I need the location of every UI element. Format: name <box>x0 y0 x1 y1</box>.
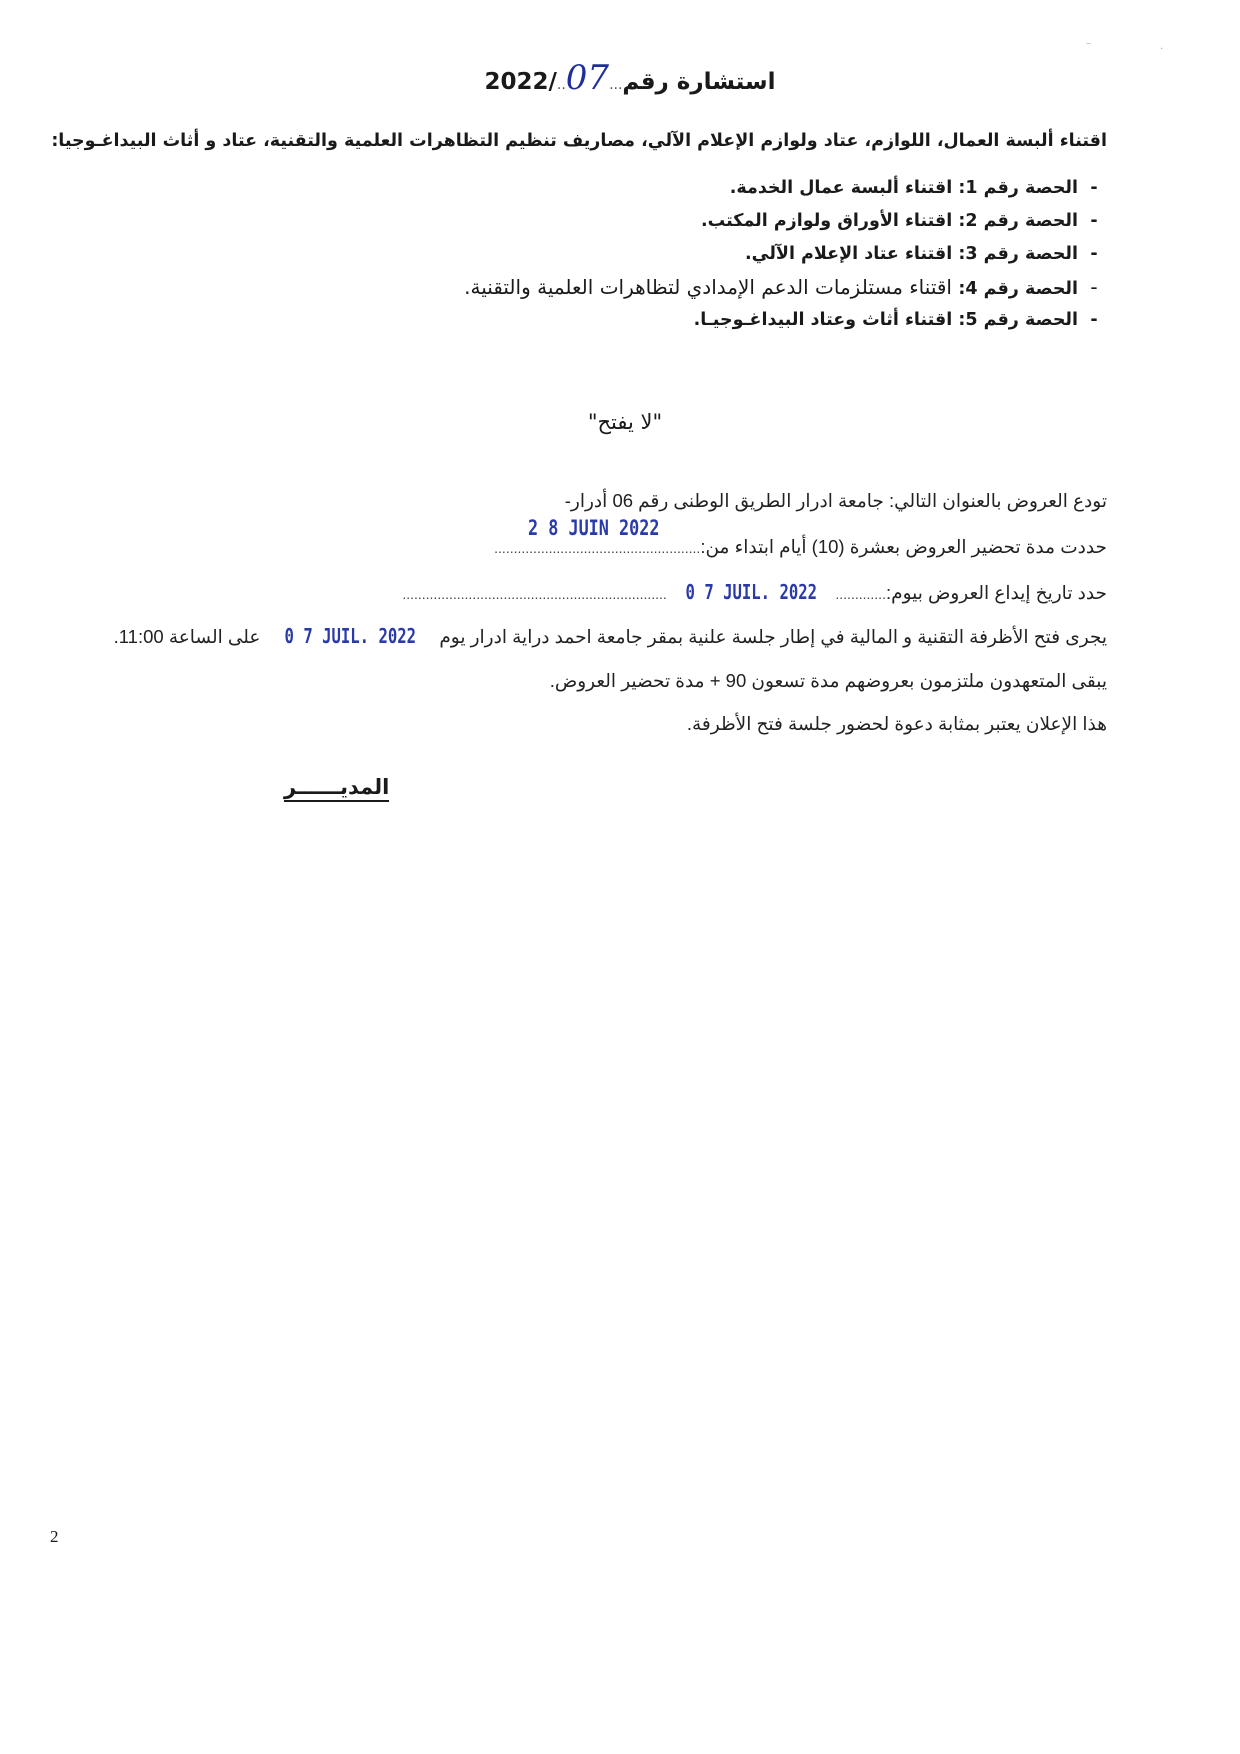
deposit-address: تودع العروض بالعنوان التالي: جامعة ادرار الطريق الوطنى رقم 06 أدرار- <box>564 490 1107 511</box>
lot-item <box>464 271 1110 304</box>
list-dash: - <box>1090 310 1098 330</box>
list-dash: - <box>1090 178 1098 198</box>
lot-label: الحصة رقم 2: <box>958 211 1078 231</box>
lot-text: اقتناء مستلزمات الدعم الإمدادي لتظاهرات العلمية والتقنية. <box>464 275 952 299</box>
lot-text: اقتناء ألبسة عمال الخدمة. <box>729 178 953 198</box>
lot-item <box>464 304 1110 337</box>
lots-list <box>464 172 1110 337</box>
lot-item <box>464 205 1110 238</box>
deposit-date-text: حدد تاريخ إيداع العروض بيوم: <box>885 582 1107 603</box>
fill-dots: ............. <box>835 586 886 602</box>
fill-dots: .................................................................... <box>402 586 667 602</box>
lot-label: الحصة رقم 5: <box>958 310 1078 330</box>
title-prefix: استشارة رقم <box>622 69 776 95</box>
scan-mark: · <box>1160 44 1164 55</box>
director-signature-title: المديــــــر <box>284 775 389 802</box>
lot-item <box>464 238 1110 271</box>
prep-period-text: حددت مدة تحضير العروض بعشرة (10) أيام ابتداء من: <box>700 536 1107 557</box>
title-year: 2022/ <box>484 69 557 95</box>
date-stamp-opening: 0 7 JUIL. 2022 <box>284 624 416 648</box>
do-not-open-notice: "لا يفتح" <box>587 410 663 434</box>
consultation-subject: اقتناء ألبسة العمال، اللوازم، عتاد ولوازم الإعلام الآلي، مصاريف تنظيم التظاهرات العلمية والتقنية، عتاد و أثاث البيداغـوجيا: <box>51 131 1107 151</box>
page-number: 2 <box>50 1527 59 1546</box>
title-dots: ... <box>609 77 623 93</box>
lot-item <box>464 172 1110 205</box>
commitment-line: يبقى المتعهدون ملتزمون بعروضهم مدة تسعون 90 + مدة تحضير العروض. <box>549 670 1107 691</box>
list-dash: - <box>1090 211 1098 231</box>
list-dash: - <box>1090 244 1098 264</box>
title-dots: .. <box>556 77 566 93</box>
handwritten-number: 07 <box>565 58 610 98</box>
list-dash: - <box>1090 275 1098 299</box>
lot-label: الحصة رقم 3: <box>958 244 1078 264</box>
date-stamp-deposit: 0 7 JUIL. 2022 <box>685 580 817 604</box>
lot-text: اقتناء الأوراق ولوازم المكتب. <box>700 211 953 231</box>
fill-dots: ..................................................... <box>494 540 701 556</box>
prep-period-line <box>494 536 1107 558</box>
deposit-date-line <box>402 580 1107 604</box>
opening-time-text: على الساعة 11:00. <box>113 626 261 647</box>
lot-text: اقتناء عتاد الإعلام الآلي. <box>744 244 953 264</box>
date-stamp-start: 2 8 JUIN 2022 <box>528 516 660 540</box>
lot-text: اقتناء أثاث وعتاد البيداغـوجيـا. <box>693 310 953 330</box>
scan-mark: – <box>1086 38 1091 49</box>
opening-session-line <box>114 624 1107 648</box>
invitation-line: هذا الإعلان يعتبر بمثابة دعوة لحضور جلسة فتح الأظرفة. <box>686 713 1107 734</box>
lot-label: الحصة رقم 4: <box>958 279 1078 299</box>
lot-label: الحصة رقم 1: <box>958 178 1078 198</box>
opening-session-text: يجرى فتح الأظرفة التقنية و المالية في إطار جلسة علنية بمقر جامعة احمد دراية ادرار يوم <box>439 626 1107 647</box>
consultation-title <box>480 58 780 98</box>
